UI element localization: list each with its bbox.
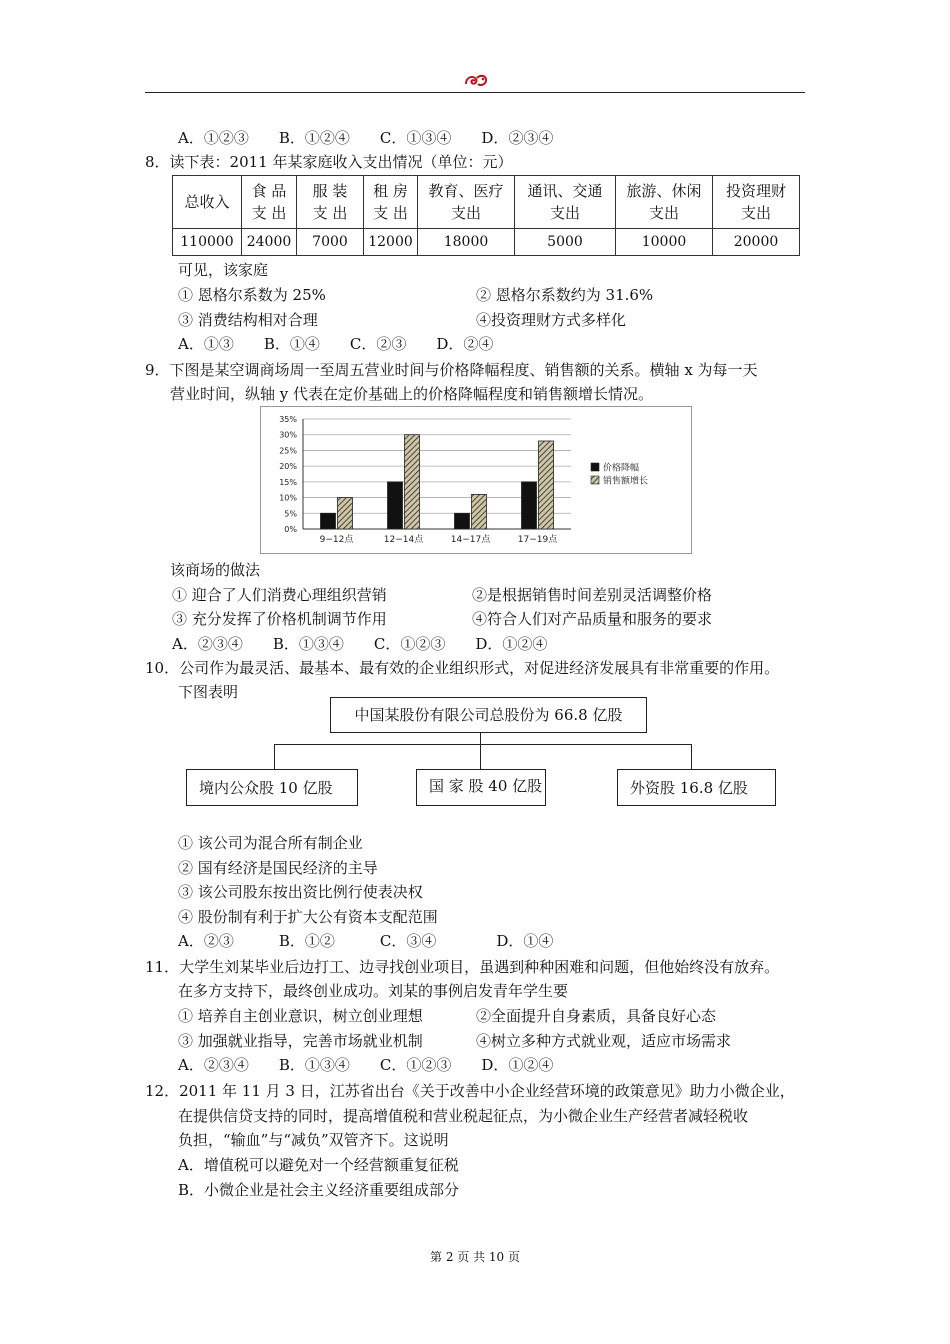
table-header-cell: 食 品 支 出 xyxy=(242,176,297,229)
table-header-cell: 服 装 支 出 xyxy=(297,176,364,229)
q10-statement-3: ③ 该公司股东按出资比例行使表决权 xyxy=(178,883,423,901)
y-tick-label: 5% xyxy=(284,509,297,519)
table-cell: 24000 xyxy=(242,229,297,256)
table-header-cell: 教育、医疗 支出 xyxy=(418,176,515,229)
q12-stem-line-3: 负担，“输血”与“减负”双管齐下。这说明 xyxy=(178,1131,449,1149)
total-shares-box: 中国某股份有限公司总股份为 66.8 亿股 xyxy=(330,697,647,733)
table-header-cell: 旅游、休闲 支出 xyxy=(616,176,713,229)
q8-statement-3: ③ 消费结构相对合理 xyxy=(178,311,318,329)
table-cell: 12000 xyxy=(364,229,418,256)
legend-label: 价格降幅 xyxy=(603,463,640,474)
x-tick-label: 14−17点 xyxy=(450,535,491,545)
bar xyxy=(539,441,554,529)
y-tick-label: 0% xyxy=(284,525,297,534)
page-footer: 第 2 页 共 10 页 xyxy=(430,1250,520,1264)
y-tick-label: 10% xyxy=(279,493,297,503)
q12-stem-line-1: 12．2011 年 11 月 3 日，江苏省出台《关于改善中小企业经营环境的政策意见》助力小微企业， xyxy=(145,1082,795,1100)
y-tick-label: 15% xyxy=(279,477,297,487)
dragon-logo-icon xyxy=(463,72,489,90)
q11-stem-line-2: 在多方支持下，最终创业成功。刘某的事例启发青年学生要 xyxy=(178,982,569,1000)
header-rule xyxy=(145,92,805,93)
q12-stem-line-2: 在提供信贷支持的同时，提高增值税和营业税起征点，为小微企业生产经营者减轻税收 xyxy=(178,1107,749,1125)
foreign-shares-box: 外资股 16.8 亿股 xyxy=(617,769,776,806)
connector-line xyxy=(274,744,692,745)
income-expense-table xyxy=(172,175,800,256)
table-header-cell: 通讯、交通 支出 xyxy=(515,176,616,229)
q10-stem-line-1: 10．公司作为最灵活、最基本、最有效的企业组织形式，对促进经济发展具有非常重要的作用。 xyxy=(145,659,780,677)
table-cell: 110000 xyxy=(173,229,242,256)
y-tick-label: 30% xyxy=(279,430,297,440)
domestic-public-shares-box: 境内公众股 10 亿股 xyxy=(186,769,358,806)
q9-statement-3: ③ 充分发挥了价格机制调节作用 xyxy=(172,610,387,628)
bar xyxy=(321,513,336,529)
table-header-cell: 总收入 xyxy=(173,176,242,229)
bar xyxy=(455,513,470,529)
table-header-cell: 投资理财 支出 xyxy=(713,176,800,229)
q8-options: A．①③ B．①④ C．②③ D．②④ xyxy=(178,335,494,353)
table-cell: 10000 xyxy=(616,229,713,256)
q10-stem-line-2: 下图表明 xyxy=(178,683,239,701)
y-tick-label: 35% xyxy=(279,415,297,424)
table-cell: 7000 xyxy=(297,229,364,256)
q8-statement-2: ② 恩格尔系数约为 31.6% xyxy=(476,286,654,304)
q11-stem-line-1: 11．大学生刘某毕业后边打工、边寻找创业项目，虽遇到种种困难和问题，但他始终没有放弃。 xyxy=(145,958,780,976)
bar xyxy=(338,498,353,529)
q11-statement-1: ① 培养自主创业意识，树立创业理想 xyxy=(178,1007,423,1025)
bar xyxy=(405,435,420,529)
q11-statement-2: ②全面提升自身素质，具备良好心态 xyxy=(476,1007,717,1025)
q8-statement-4: ④投资理财方式多样化 xyxy=(476,311,627,329)
bar xyxy=(472,494,487,529)
y-tick-label: 25% xyxy=(279,446,297,456)
q10-options: A．②③ B．①② C．③④ D．①④ xyxy=(178,932,554,950)
q12-option-b: B．小微企业是社会主义经济重要组成部分 xyxy=(178,1181,460,1199)
legend-label: 销售额增长 xyxy=(603,476,649,487)
state-shares-box: 国 家 股 40 亿股 xyxy=(416,769,546,806)
q8-stem: 8．读下表：2011 年某家庭收入支出情况（单位：元） xyxy=(145,153,513,171)
x-tick-label: 17−19点 xyxy=(517,535,558,545)
legend-swatch xyxy=(591,463,599,471)
q9-stem-line-1: 9．下图是某空调商场周一至周五营业时间与价格降幅程度、销售额的关系。横轴 x 为每一天 xyxy=(145,361,758,379)
table-cell: 5000 xyxy=(515,229,616,256)
q9-stem-line-2: 营业时间，纵轴 y 代表在定价基础上的价格降幅程度和销售额增长情况。 xyxy=(170,385,654,403)
q8-statement-1: ① 恩格尔系数为 25% xyxy=(178,286,326,304)
bar xyxy=(388,482,403,529)
connector-line xyxy=(691,744,692,769)
q12-option-a: A．增值税可以避免对一个经营额重复征税 xyxy=(178,1156,459,1174)
connector-line xyxy=(480,744,481,769)
q10-statement-2: ② 国有经济是国民经济的主导 xyxy=(178,859,378,877)
q9-statement-4: ④符合人们对产品质量和服务的要求 xyxy=(472,610,713,628)
legend-swatch xyxy=(591,476,599,484)
q9-statement-1: ① 迎合了人们消费心理组织营销 xyxy=(172,586,387,604)
table-header-row xyxy=(173,176,800,229)
y-tick-label: 20% xyxy=(279,462,297,472)
q11-options: A．②③④ B．①③④ C．①②③ D．①②④ xyxy=(178,1056,554,1074)
table-header-cell: 租 房 支 出 xyxy=(364,176,418,229)
bar xyxy=(522,482,537,529)
q7-options: A．①②③ B．①②④ C．①③④ D．②③④ xyxy=(178,129,554,147)
connector-line xyxy=(274,744,275,769)
table-cell: 18000 xyxy=(418,229,515,256)
bar-chart-svg xyxy=(261,407,691,553)
table-cell: 20000 xyxy=(713,229,800,256)
q9-options: A．②③④ B．①③④ C．①②③ D．①②④ xyxy=(172,635,548,653)
x-tick-label: 12−14点 xyxy=(383,535,424,545)
x-tick-label: 9−12点 xyxy=(319,535,354,545)
q10-statement-4: ④ 股份制有利于扩大公有资本支配范围 xyxy=(178,908,438,926)
q11-statement-4: ④树立多种方式就业观，适应市场需求 xyxy=(476,1032,732,1050)
q10-statement-1: ① 该公司为混合所有制企业 xyxy=(178,834,363,852)
q8-lead: 可见，该家庭 xyxy=(178,261,269,279)
q9-lead: 该商场的做法 xyxy=(170,561,261,579)
table-row xyxy=(173,229,800,256)
q11-statement-3: ③ 加强就业指导，完善市场就业机制 xyxy=(178,1032,423,1050)
q9-statement-2: ②是根据销售时间差别灵活调整价格 xyxy=(472,586,713,604)
bar-chart xyxy=(260,406,692,554)
